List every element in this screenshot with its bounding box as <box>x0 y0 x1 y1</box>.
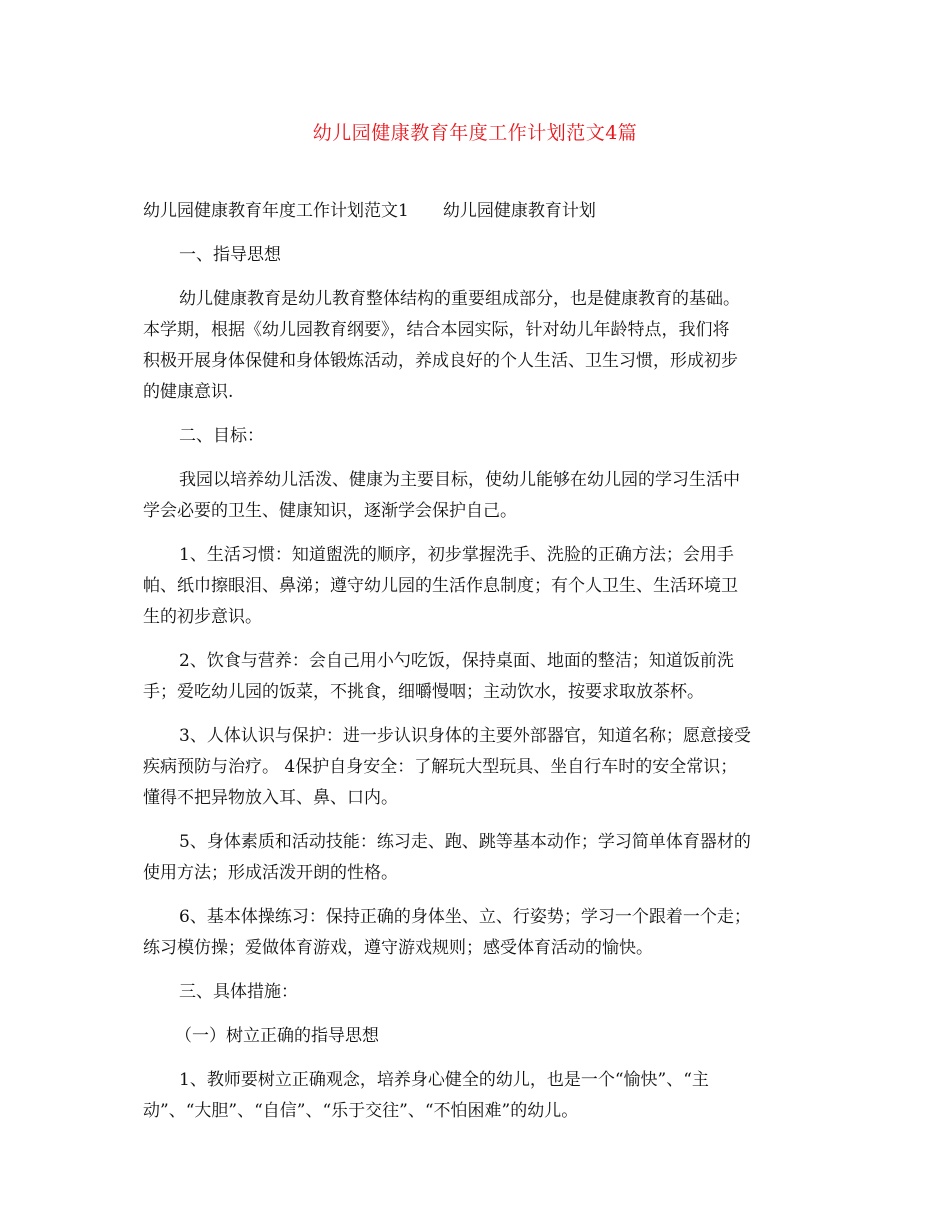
paragraph-line: 帕、纸巾擦眼泪、鼻涕；遵守幼儿园的生活作息制度；有个人卫生、生活环境卫 <box>143 576 738 596</box>
document-subtitle <box>143 196 811 227</box>
paragraph-line: 积极开展身体保健和身体锻炼活动，养成良好的个人生活、卫生习惯，形成初步 <box>143 351 738 371</box>
section-heading: 三、具体措施： <box>179 982 298 1002</box>
paragraph <box>143 902 811 964</box>
paragraph-line: 本学期，根据《幼儿园教育纲要》，结合本园实际，针对幼儿年龄特点，我们将 <box>143 320 730 340</box>
paragraph <box>143 721 811 814</box>
subtitle-left: 幼儿园健康教育年度工作计划范文1 <box>143 201 409 221</box>
paragraph-line: 生的初步意识。 <box>143 607 262 627</box>
paragraph-line: 动”、“大胆”、“自信”、“乐于交往”、“不怕困难”的幼儿。 <box>143 1101 579 1121</box>
paragraph-line: 我园以培养幼儿活泼、健康为主要目标，使幼儿能够在幼儿园的学习生活中 <box>179 470 740 490</box>
paragraph <box>143 646 811 708</box>
paragraph <box>143 284 811 408</box>
paragraph-line: 3、人体认识与保护：进一步认识身体的主要外部器官，知道名称；愿意接受 <box>179 726 751 746</box>
paragraph <box>143 540 811 633</box>
document-title: 幼儿园健康教育年度工作计划范文4篇 <box>312 122 638 144</box>
paragraph-line: 6、基本体操练习：保持正确的身体坐、立、行姿势；学习一个跟着一个走； <box>179 907 751 927</box>
document-sections <box>143 240 811 1127</box>
paragraph-line: 1、生活习惯：知道盥洗的顺序，初步掌握洗手、洗脸的正确方法；会用手 <box>179 545 734 565</box>
paragraph-line: 疾病预防与治疗。 4保护自身安全：了解玩大型玩具、坐自行车时的安全常识； <box>143 757 738 777</box>
paragraph-line: 1、教师要树立正确观念，培养身心健全的幼儿，也是一个“愉快”、“主 <box>179 1070 709 1090</box>
paragraph-line: 2、饮食与营养：会自己用小勺吃饭，保持桌面、地面的整洁；知道饭前洗 <box>179 651 734 671</box>
section-heading: 二、目标： <box>179 426 264 446</box>
paragraph <box>143 465 811 527</box>
section-subheading: （一）树立正确的指导思想 <box>175 1026 379 1046</box>
document-body <box>143 196 811 1140</box>
subtitle-right: 幼儿园健康教育计划 <box>442 201 596 221</box>
paragraph <box>143 1065 811 1127</box>
paragraph <box>143 827 811 889</box>
paragraph-line: 手；爱吃幼儿园的饭菜，不挑食，细嚼慢咽；主动饮水，按要求取放茶杯。 <box>143 682 704 702</box>
paragraph-line: 学会必要的卫生、健康知识，逐渐学会保护自己。 <box>143 501 517 521</box>
paragraph-line: 使用方法；形成活泼开朗的性格。 <box>143 863 398 883</box>
section-heading: 一、指导思想 <box>179 245 281 265</box>
paragraph-line: 幼儿健康教育是幼儿教育整体结构的重要组成部分，也是健康教育的基础。 <box>179 289 740 309</box>
paragraph-line: 的健康意识. <box>143 382 234 402</box>
paragraph-line: 懂得不把异物放入耳、鼻、口内。 <box>143 788 398 808</box>
paragraph-line: 练习模仿操；爱做体育游戏，遵守游戏规则；感受体育活动的愉快。 <box>143 938 653 958</box>
paragraph-line: 5、身体素质和活动技能：练习走、跑、跳等基本动作；学习简单体育器材的 <box>179 832 751 852</box>
